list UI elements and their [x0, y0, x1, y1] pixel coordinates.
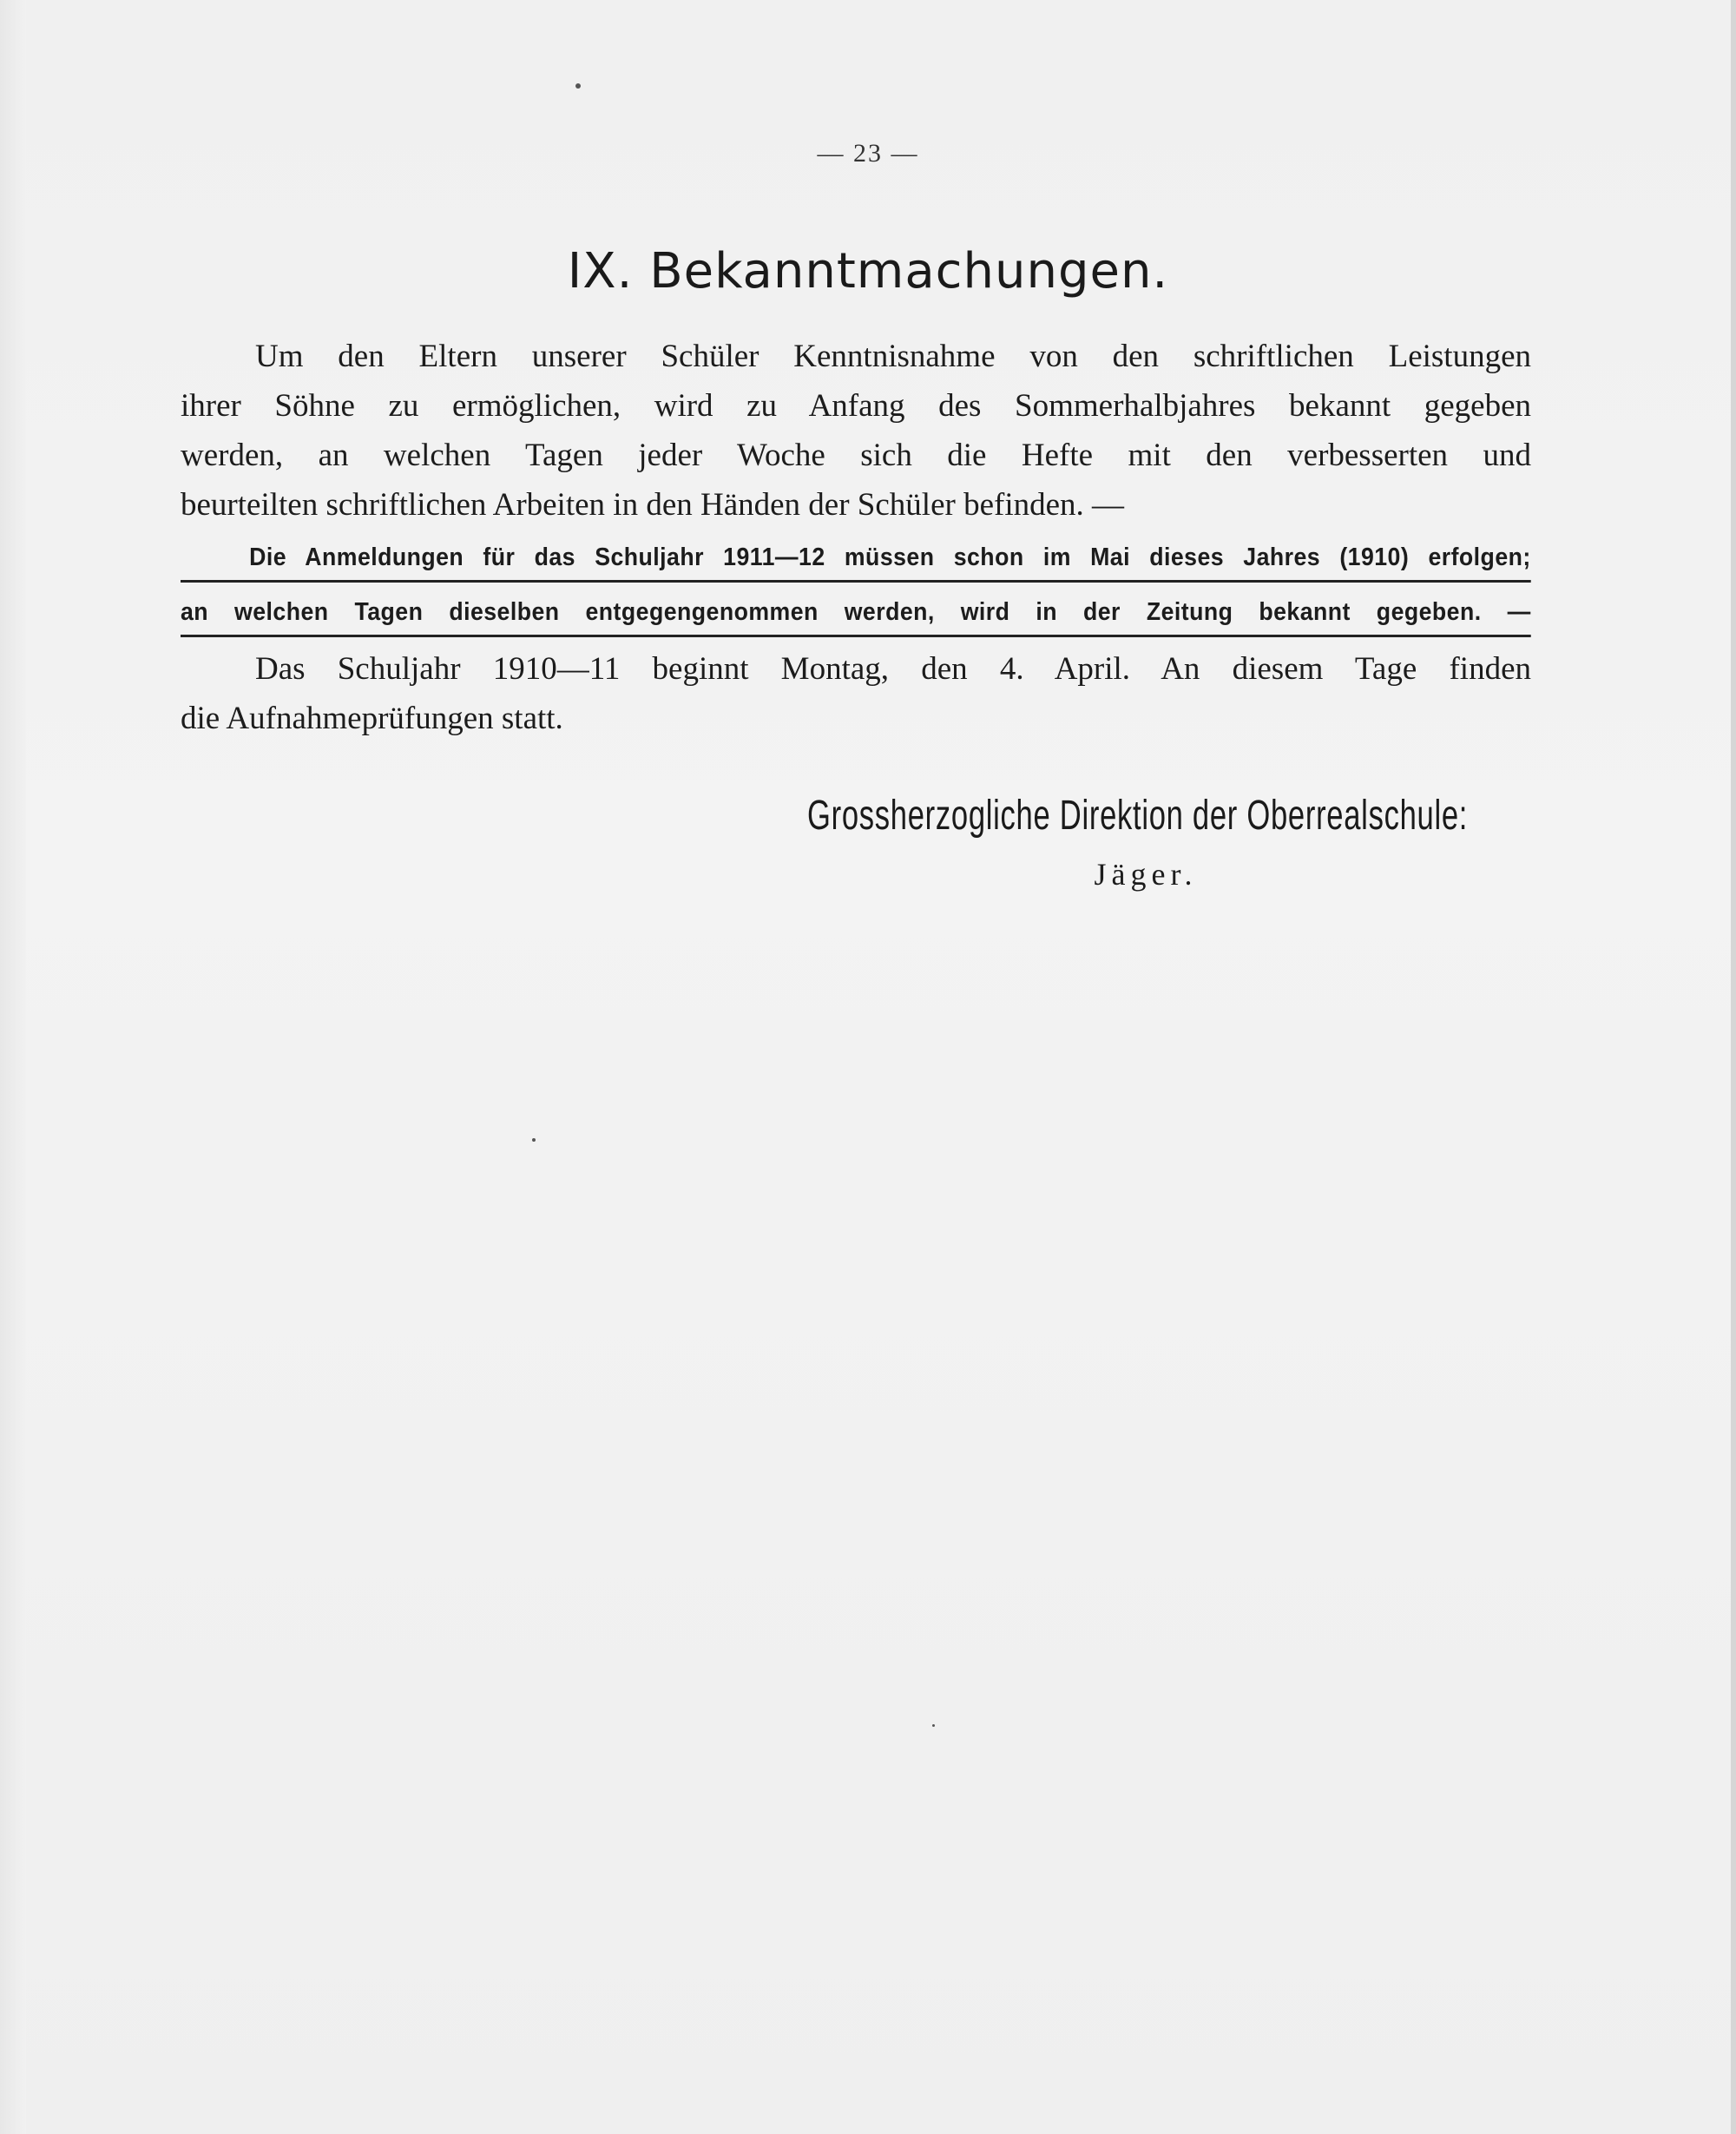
notice-line: Die Anmeldungen für das Schuljahr 1911—12 müssen schon im Mai dieses Jahres (1910) erfolgen;	[181, 538, 1531, 583]
paragraph-line: werden, an welchen Tagen jeder Woche sich die Hefte mit den verbesserten und	[181, 438, 1531, 473]
page-number: — 23 —	[817, 139, 919, 168]
signature-line: Grossherzogliche Direktion der Oberrealschule:	[807, 793, 1469, 839]
paragraph-line: Das Schuljahr 1910—11 beginnt Montag, den 4. April. An diesem Tage finden	[255, 651, 1531, 687]
scan-left-edge	[0, 0, 26, 2134]
registration-notice	[181, 538, 1531, 648]
paragraph-line: beurteilten schriftlichen Arbeiten in den Händen der Schüler befinden. —	[181, 487, 1125, 523]
paragraph-grades-notice	[181, 332, 1531, 530]
scan-right-edge	[1731, 0, 1736, 2134]
paragraph-line: Um den Eltern unserer Schüler Kenntnisnahme von den schriftlichen Leistungen	[255, 339, 1531, 374]
signer-name: Jäger.	[1094, 857, 1198, 892]
section-heading: IX. Bekanntmachungen.	[567, 243, 1169, 300]
paragraph-school-year	[181, 644, 1531, 743]
scan-speck	[575, 83, 581, 89]
paragraph-line: ihrer Söhne zu ermöglichen, wird zu Anfang des Sommerhalbjahres bekannt gegeben	[181, 388, 1531, 424]
scan-speck	[932, 1724, 935, 1727]
scan-speck	[532, 1138, 536, 1142]
notice-line: an welchen Tagen dieselben entgegengenommen werden, wird in der Zeitung bekannt gegeben. —	[181, 593, 1531, 637]
paragraph-line: die Aufnahmeprüfungen statt.	[181, 701, 563, 736]
